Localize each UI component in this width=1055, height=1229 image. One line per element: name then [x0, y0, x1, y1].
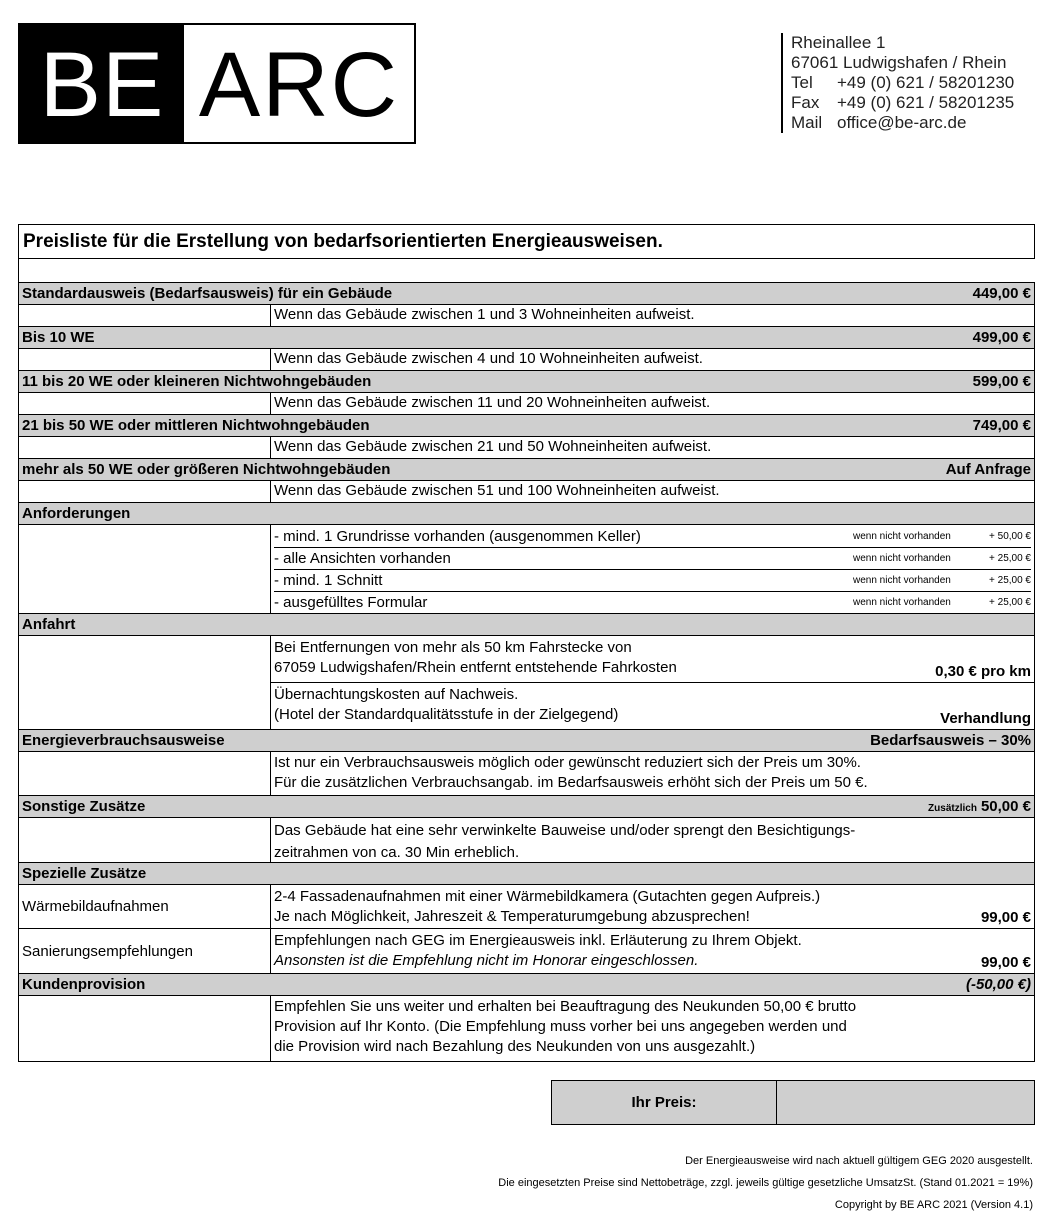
price-table [18, 282, 1035, 1062]
sanierung-label: Sanierungsempfehlungen [19, 929, 271, 973]
requirement-price: + 25,00 € [989, 597, 1031, 608]
row-description: Wenn das Gebäude zwischen 1 und 3 Wohneinheiten aufweist. [274, 306, 695, 323]
price-prefix: Zusätzlich [928, 803, 977, 814]
row-verbrauch [19, 729, 1034, 751]
travel-text-2: 67059 Ludwigshafen/Rhein entfernt entstehende Fahrkosten [274, 659, 677, 676]
requirement-item [274, 569, 1031, 591]
requirement-condition: wenn nicht vorhanden [853, 530, 951, 542]
requirement-condition: wenn nicht vorhanden [853, 553, 951, 564]
section-price: Bedarfsausweis – 30% [870, 732, 1031, 749]
requirements-block [19, 524, 1034, 613]
sanierung-price: 99,00 € [980, 954, 1031, 971]
travel-price: 0,30 € pro km [935, 663, 1031, 680]
row-anforderungen [19, 502, 1034, 524]
travel-text-1: Bei Entfernungen von mehr als 50 km Fahrstecke von [274, 639, 632, 656]
kunden-desc [19, 995, 1034, 1061]
waerme-label: Wärmebildaufnahmen [19, 885, 271, 928]
sonstige-desc [19, 817, 1034, 862]
row-label: mehr als 50 WE oder größeren Nichtwohngebäuden [22, 461, 391, 478]
section-price: (-50,00 €) [965, 976, 1031, 993]
overnight-cost [271, 682, 1034, 729]
requirement-condition: wenn nicht vorhanden [853, 575, 951, 586]
requirement-item [274, 547, 1031, 569]
verbrauch-text-1: Ist nur ein Verbrauchsausweis möglich oder gewünscht reduziert sich der Preis um 30%. [274, 754, 861, 771]
row-label: Bis 10 WE [22, 329, 95, 346]
row-price: Auf Anfrage [945, 461, 1031, 478]
requirement-item [274, 525, 1031, 547]
row-description: Wenn das Gebäude zwischen 11 und 20 Wohneinheiten aufweist. [274, 394, 711, 411]
requirements-list [271, 525, 1034, 613]
row-description: Wenn das Gebäude zwischen 21 und 50 Wohneinheiten aufweist. [274, 438, 712, 455]
row-label: Standardausweis (Bedarfsausweis) für ein Gebäude [22, 285, 393, 302]
waerme-text-2: Je nach Möglichkeit, Jahreszeit & Temperaturumgebung abzusprechen! [274, 908, 750, 925]
row-price: 499,00 € [972, 329, 1031, 346]
row-description: Wenn das Gebäude zwischen 4 und 10 Wohneinheiten aufweist. [274, 350, 703, 367]
logo-be: BE [20, 25, 184, 142]
address-fax [791, 93, 1014, 113]
section-label: Energieverbrauchsausweise [22, 732, 225, 749]
company-address [781, 33, 1014, 133]
row-price: 749,00 € [972, 417, 1031, 434]
travel-block [19, 635, 1034, 729]
row-sonstige [19, 795, 1034, 817]
requirement-price: + 25,00 € [989, 553, 1031, 564]
overnight-text-1: Übernachtungskosten auf Nachweis. [274, 686, 519, 703]
address-city: 67061 Ludwigshafen / Rhein [791, 53, 1007, 72]
kunden-text-2: Provision auf Ihr Konto. (Die Empfehlung muss vorher bei uns angegeben werden und [274, 1018, 847, 1035]
requirement-text: - alle Ansichten vorhanden [274, 550, 451, 567]
row-label: 11 bis 20 WE oder kleineren Nichtwohngebäuden [22, 373, 372, 390]
requirement-price: + 50,00 € [989, 530, 1031, 542]
footer-note-2: Die eingesetzten Preise sind Nettobeträge, zzgl. jeweils gültige gesetzliche UmsatzSt. (Stand 01.2021 = 19%) [498, 1177, 1033, 1189]
divider [18, 258, 19, 282]
requirement-text: - mind. 1 Grundrisse vorhanden (ausgenommen Keller) [274, 527, 641, 545]
sonstige-text-2: zeitrahmen von ca. 30 Min erheblich. [274, 844, 520, 861]
row-desc [19, 304, 1034, 326]
page-title: Preisliste für die Erstellung von bedarfsorientierten Energieausweisen. [18, 224, 1035, 259]
tel-number: +49 (0) 621 / 58201230 [837, 73, 1015, 92]
row-description: Wenn das Gebäude zwischen 51 und 100 Wohneinheiten aufweist. [274, 482, 720, 499]
kunden-text-3: die Provision wird nach Bezahlung des Neukunden von uns ausgezahlt.) [274, 1038, 756, 1055]
requirement-price: + 25,00 € [989, 575, 1031, 586]
kunden-text-1: Empfehlen Sie uns weiter und erhalten bei Beauftragung des Neukunden 50,00 € brutto [274, 998, 857, 1015]
row-desc [19, 392, 1034, 414]
your-price-field[interactable] [777, 1081, 1034, 1124]
footer-note-1: Der Energieausweise wird nach aktuell gültigem GEG 2020 ausgestellt. [685, 1155, 1033, 1167]
overnight-text-2: (Hotel der Standardqualitätsstufe in der Zielgegend) [274, 706, 619, 723]
section-price [928, 798, 1034, 815]
your-price-box [551, 1080, 1035, 1125]
sanierung-text-2: Ansonsten ist die Empfehlung nicht im Honorar eingeschlossen. [274, 952, 699, 969]
requirement-text: - ausgefülltes Formular [274, 594, 428, 611]
price-value: 50,00 € [980, 798, 1031, 815]
verbrauch-text-2: Für die zusätzlichen Verbrauchsangab. im Bedarfsausweis erhöht sich der Preis um 50 €. [274, 774, 868, 791]
company-logo [18, 23, 416, 144]
address-mail [791, 113, 1014, 133]
requirement-condition: wenn nicht vorhanden [853, 597, 951, 608]
mail-label: Mail [791, 113, 823, 132]
requirement-item [274, 591, 1031, 613]
row-mehr50 [19, 458, 1034, 480]
row-speziell [19, 862, 1034, 884]
row-bis10 [19, 326, 1034, 348]
row-desc [19, 348, 1034, 370]
waerme-price: 99,00 € [980, 909, 1031, 926]
your-price-label: Ihr Preis: [552, 1081, 777, 1124]
row-anfahrt [19, 613, 1034, 635]
requirement-text: - mind. 1 Schnitt [274, 572, 383, 589]
fax-label: Fax [791, 93, 820, 112]
verbrauch-desc [19, 751, 1034, 795]
row-price: 599,00 € [972, 373, 1031, 390]
row-price: 449,00 € [972, 285, 1031, 302]
section-label: Anfahrt [22, 616, 76, 633]
travel-cost [271, 636, 1034, 682]
fax-number: +49 (0) 621 / 58201235 [837, 93, 1015, 112]
sonstige-text-1: Das Gebäude hat eine sehr verwinkelte Bauweise und/oder sprengt den Besichtigungs- [274, 822, 856, 839]
address-street: Rheinallee 1 [791, 33, 886, 52]
logo-arc: ARC [184, 25, 414, 142]
row-desc [19, 436, 1034, 458]
sanierung-row [19, 928, 1034, 973]
row-bis50 [19, 414, 1034, 436]
sanierung-text-1: Empfehlungen nach GEG im Energieausweis inkl. Erläuterung zu Ihrem Objekt. [274, 932, 802, 949]
overnight-price: Verhandlung [940, 710, 1031, 727]
section-label: Anforderungen [22, 505, 131, 522]
footer-copyright: Copyright by BE ARC 2021 (Version 4.1) [834, 1199, 1033, 1211]
address-tel [791, 73, 1014, 93]
row-desc [19, 480, 1034, 502]
row-label: 21 bis 50 WE oder mittleren Nichtwohngebäuden [22, 417, 370, 434]
waerme-text-1: 2-4 Fassadenaufnahmen mit einer Wärmebildkamera (Gutachten gegen Aufpreis.) [274, 888, 821, 905]
section-label: Spezielle Zusätze [22, 865, 147, 882]
section-label: Kundenprovision [22, 976, 146, 993]
tel-label: Tel [791, 73, 813, 92]
row-bis20 [19, 370, 1034, 392]
row-standard [19, 282, 1034, 304]
row-kunden [19, 973, 1034, 995]
waerme-row [19, 884, 1034, 928]
section-label: Sonstige Zusätze [22, 798, 146, 815]
mail-address: office@be-arc.de [837, 113, 967, 132]
